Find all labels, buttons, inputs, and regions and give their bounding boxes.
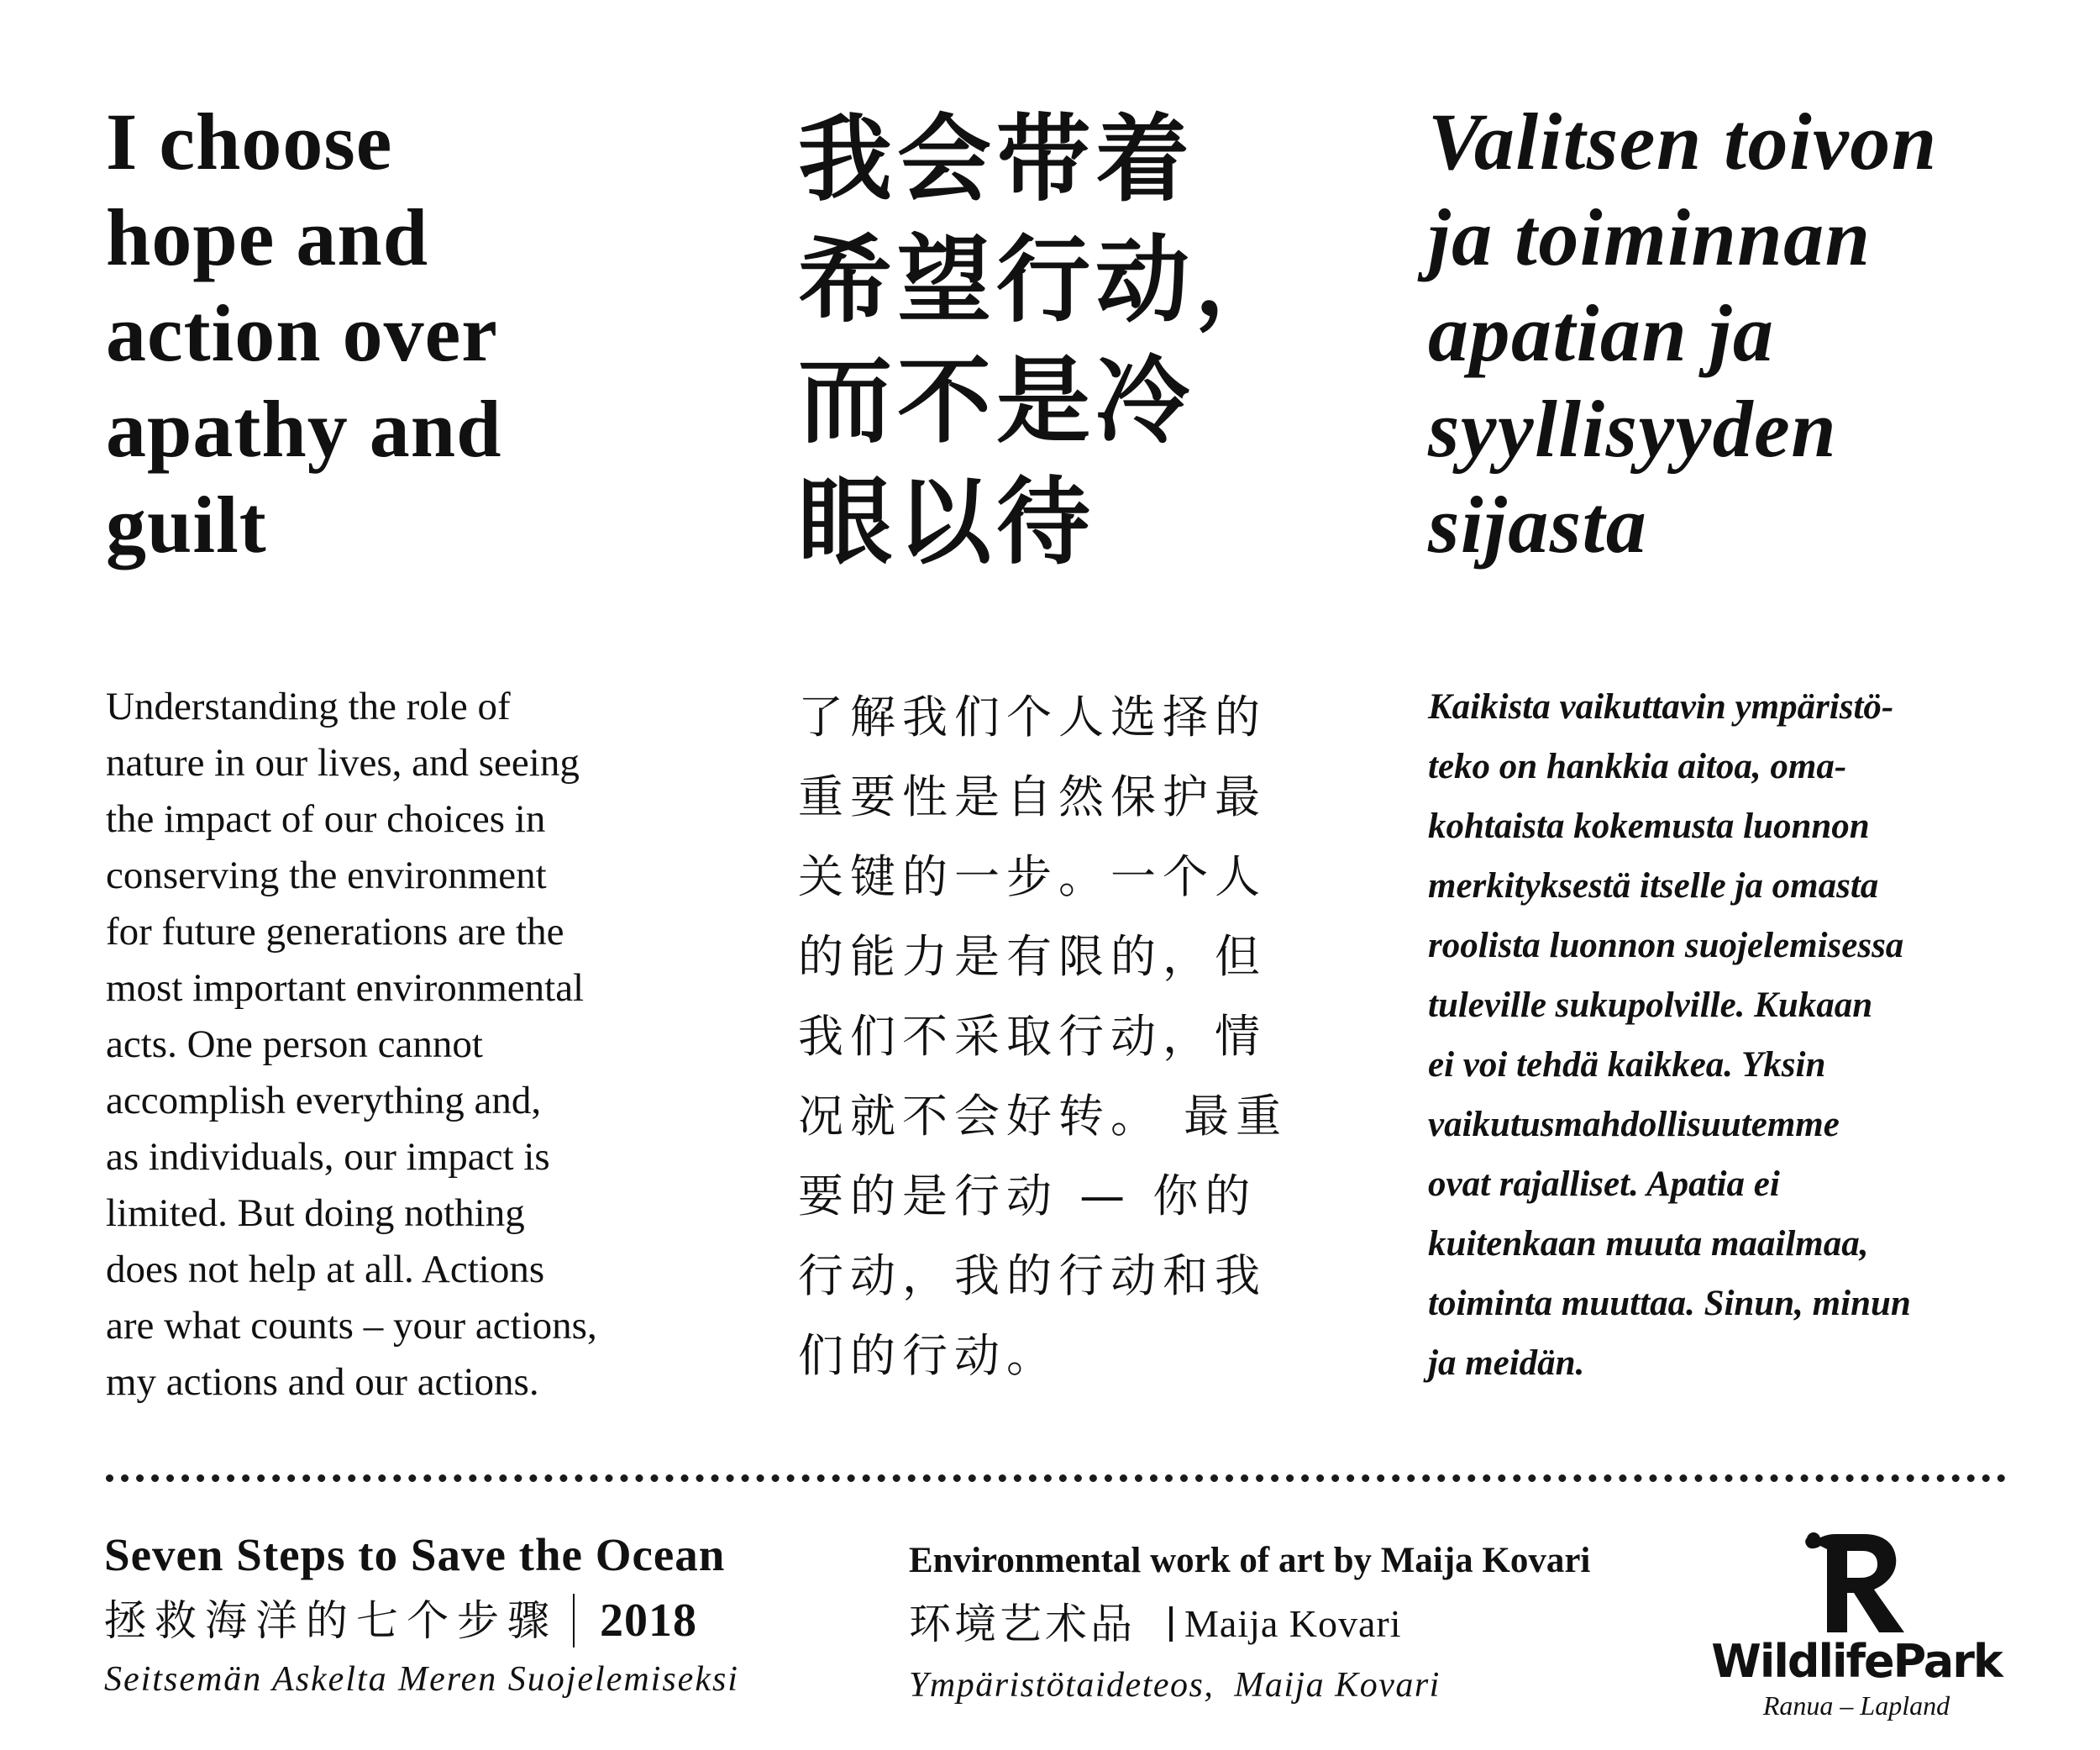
logo-name: WildlifePark — [1711, 1635, 2002, 1688]
headline-line: syyllisyyden — [1428, 384, 1838, 474]
body-line: teko on hankkia aitoa, oma- — [1428, 747, 1847, 786]
credit-fi: Ympäristötaideteos, Maija Kovari — [909, 1666, 1441, 1705]
body-line: my actions and our actions. — [106, 1360, 539, 1404]
body-line: 的能力是有限的，但 — [798, 930, 1267, 983]
headline-line: action over — [106, 288, 498, 378]
body-line: merkityksestä itselle ja omasta — [1428, 866, 1879, 906]
body-line: 重要性是自然保护最 — [798, 770, 1267, 823]
body-line: kuitenkaan muuta maailmaa, — [1428, 1224, 1869, 1264]
body-line: accomplish everything and, — [106, 1079, 542, 1122]
body-line: as individuals, our impact is — [106, 1135, 550, 1179]
body-line: the impact of our choices in — [106, 797, 546, 841]
body-line: are what counts – your actions, — [106, 1304, 597, 1348]
finnish-column — [1428, 0, 2066, 1428]
body-line: ei voi tehdä kaikkea. Yksin — [1428, 1045, 1826, 1085]
credit-zh-name: Maija Kovari — [1184, 1602, 1402, 1645]
headline-line: I choose — [106, 97, 393, 187]
body-line: roolista luonnon suojelemisessa — [1428, 926, 1904, 965]
body-line: conserving the environment — [106, 854, 547, 897]
english-body-text — [106, 679, 597, 1411]
credit-zh: 环境艺术品 — [909, 1600, 1136, 1648]
body-line: does not help at all. Actions — [106, 1248, 545, 1291]
series-title-fi: Seitsemän Askelta Meren Suojelemiseksi — [104, 1660, 739, 1699]
headline-line: Valitsen toivon — [1428, 97, 1938, 187]
body-line: 我们不采取行动，情 — [798, 1010, 1267, 1063]
wildlife-park-r-bear-icon — [1802, 1527, 1911, 1632]
body-line: nature in our lives, and seeing — [106, 741, 580, 785]
body-line: vaikutusmahdollisuutemme — [1428, 1105, 1840, 1144]
series-year: 2018 — [600, 1595, 697, 1647]
finnish-headline — [1428, 94, 1938, 573]
body-line: limited. But doing nothing — [106, 1191, 525, 1235]
body-line: ovat rajalliset. Apatia ei — [1428, 1164, 1780, 1204]
headline-line: sijasta — [1428, 480, 1648, 570]
credit-zh-row — [909, 1598, 1665, 1650]
vertical-separator — [1169, 1606, 1173, 1642]
series-title-zh: 拯救海洋的七个步骤 — [104, 1596, 558, 1645]
body-line: 行动，我的行动和我 — [798, 1249, 1267, 1302]
dotted-divider — [106, 1474, 2006, 1482]
chinese-column — [798, 0, 1369, 1428]
credit-en: Environmental work of art by Maija Kovari — [909, 1541, 1591, 1580]
chinese-headline — [798, 99, 1294, 583]
headline-line: apatian ja — [1428, 288, 1775, 378]
headline-line: 而不是冷 — [798, 347, 1194, 456]
wildlife-park-logo — [1705, 1527, 2008, 1721]
english-column — [106, 0, 711, 1428]
finnish-body-text — [1428, 677, 1911, 1393]
body-line: 了解我们个人选择的 — [798, 691, 1267, 744]
chinese-body-text — [798, 677, 1288, 1395]
body-line: 要的是行动 — 你的 — [798, 1169, 1257, 1222]
artist-credit-block — [909, 1537, 1665, 1709]
headline-line: hope and — [106, 192, 429, 282]
headline-line: 眼以待 — [798, 468, 1095, 577]
headline-line: ja toiminnan — [1428, 192, 1872, 282]
headline-line: 希望行动， — [798, 226, 1294, 335]
body-line: ja meidän. — [1428, 1343, 1585, 1383]
body-line: for future generations are the — [106, 910, 564, 954]
body-line: toiminta muuttaa. Sinun, minun — [1428, 1284, 1911, 1323]
series-title-block — [104, 1527, 843, 1704]
vertical-separator — [573, 1594, 575, 1648]
body-line: Kaikista vaikuttavin ympäristö- — [1428, 687, 1894, 727]
body-line: Understanding the role of — [106, 685, 511, 728]
english-headline — [106, 94, 502, 573]
body-line: 况就不会好转。 最重 — [798, 1090, 1289, 1143]
logo-subtitle: Ranua – Lapland — [1762, 1690, 1950, 1721]
body-line: 关键的一步。一个人 — [798, 850, 1267, 903]
body-line: kohtaista kokemusta luonnon — [1428, 807, 1870, 846]
headline-line: apathy and — [106, 384, 502, 474]
body-line: 们的行动。 — [798, 1329, 1058, 1382]
series-title-en: Seven Steps to Save the Ocean — [104, 1529, 726, 1580]
body-line: tuleville sukupolville. Kukaan — [1428, 985, 1873, 1025]
headline-line: guilt — [106, 480, 267, 570]
headline-line: 我会带着 — [798, 105, 1194, 214]
body-line: most important environmental — [106, 966, 585, 1010]
body-line: acts. One person cannot — [106, 1022, 483, 1066]
series-title-zh-row — [104, 1593, 843, 1648]
